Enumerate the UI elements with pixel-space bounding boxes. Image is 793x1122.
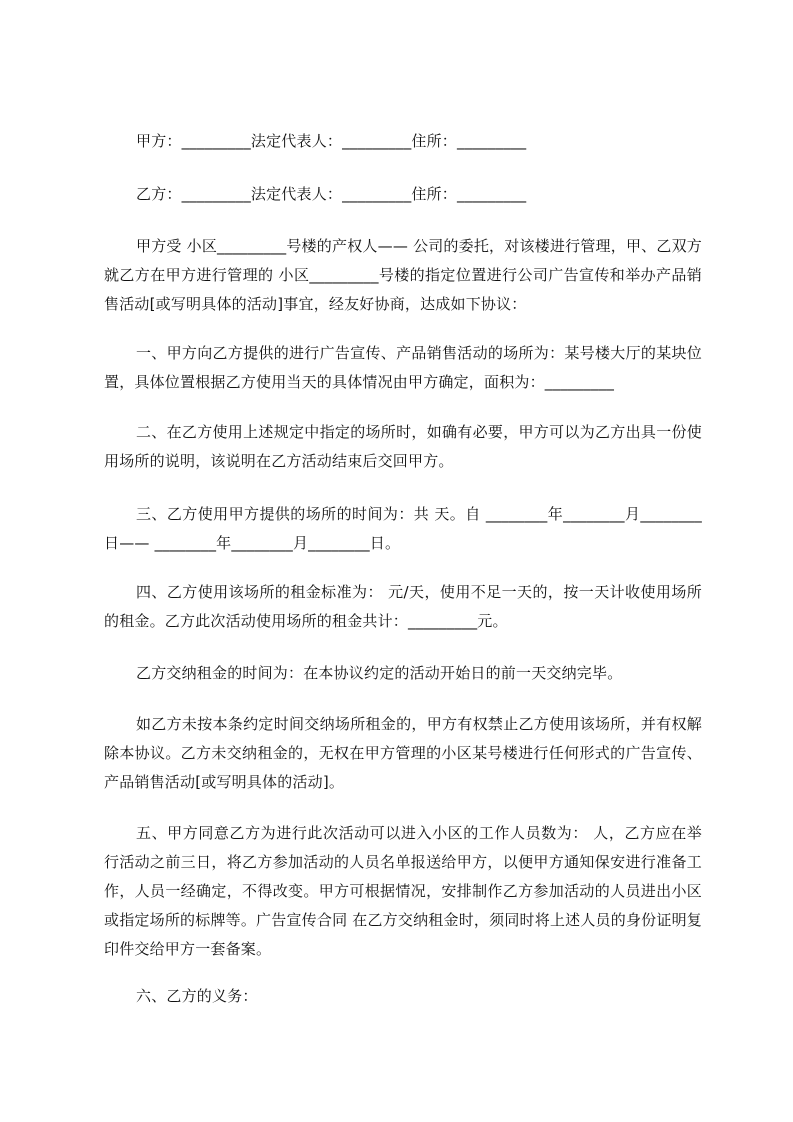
party-b-line: 乙方：_________法定代表人：_________住所：_________ — [136, 185, 527, 203]
clause-6-heading: 六、乙方的义务： — [136, 987, 258, 1005]
clause-1: 一、甲方向乙方提供的进行广告宣传、产品销售活动的场所为：某号楼大厅的某块位置，具体位置根据乙方使用当天的具体情况由甲方确定，面积为：_________ — [104, 344, 702, 391]
clause-5: 五、甲方同意乙方为进行此次活动可以进入小区的工作人员数为： 人，乙方应在举行活动之前三日，将乙方参加活动的人员名单报送给甲方，以便甲方通知保安进行准备工作，人员一经确定，不得改变。甲方可根据情况，安排制作乙方参加活动的人员进出小区或指定场所的标牌等。广告宣传合同 在乙方交纳租金时，须同时将上述人员的身份证明复印件交给甲方一套备案。 — [104, 824, 702, 958]
clause-4-default: 如乙方未按本条约定时间交纳场所租金的，甲方有权禁止乙方使用该场所，并有权解除本协议。乙方未交纳租金的，无权在甲方管理的小区某号楼进行任何形式的广告宣传、产品销售活动[或写明具体的活动]。 — [104, 715, 702, 791]
party-a-line: 甲方：_________法定代表人：_________住所：_________ — [136, 132, 527, 150]
intro-paragraph: 甲方受 小区_________号楼的产权人—— 公司的委托，对该楼进行管理，甲、乙双方就乙方在甲方进行管理的 小区_________号楼的指定位置进行公司广告宣传和举办产品销售活动[或写明具体的活动]事宜，经友好协商，达成如下协议： — [104, 237, 702, 313]
clause-2: 二、在乙方使用上述规定中指定的场所时，如确有必要，甲方可以为乙方出具一份使用场所的说明，该说明在乙方活动结束后交回甲方。 — [104, 423, 702, 470]
clause-4: 四、乙方使用该场所的租金标准为： 元/天，使用不足一天的，按一天计收使用场所的租金。乙方此次活动使用场所的租金共计：_________元。 — [104, 583, 702, 630]
clause-4-payment-time: 乙方交纳租金的时间为：在本协议约定的活动开始日的前一天交纳完毕。 — [136, 664, 623, 682]
clause-3: 三、乙方使用甲方提供的场所的时间为：共 天。自 ________年________月________日—— ________年________月________日。 — [104, 505, 702, 552]
